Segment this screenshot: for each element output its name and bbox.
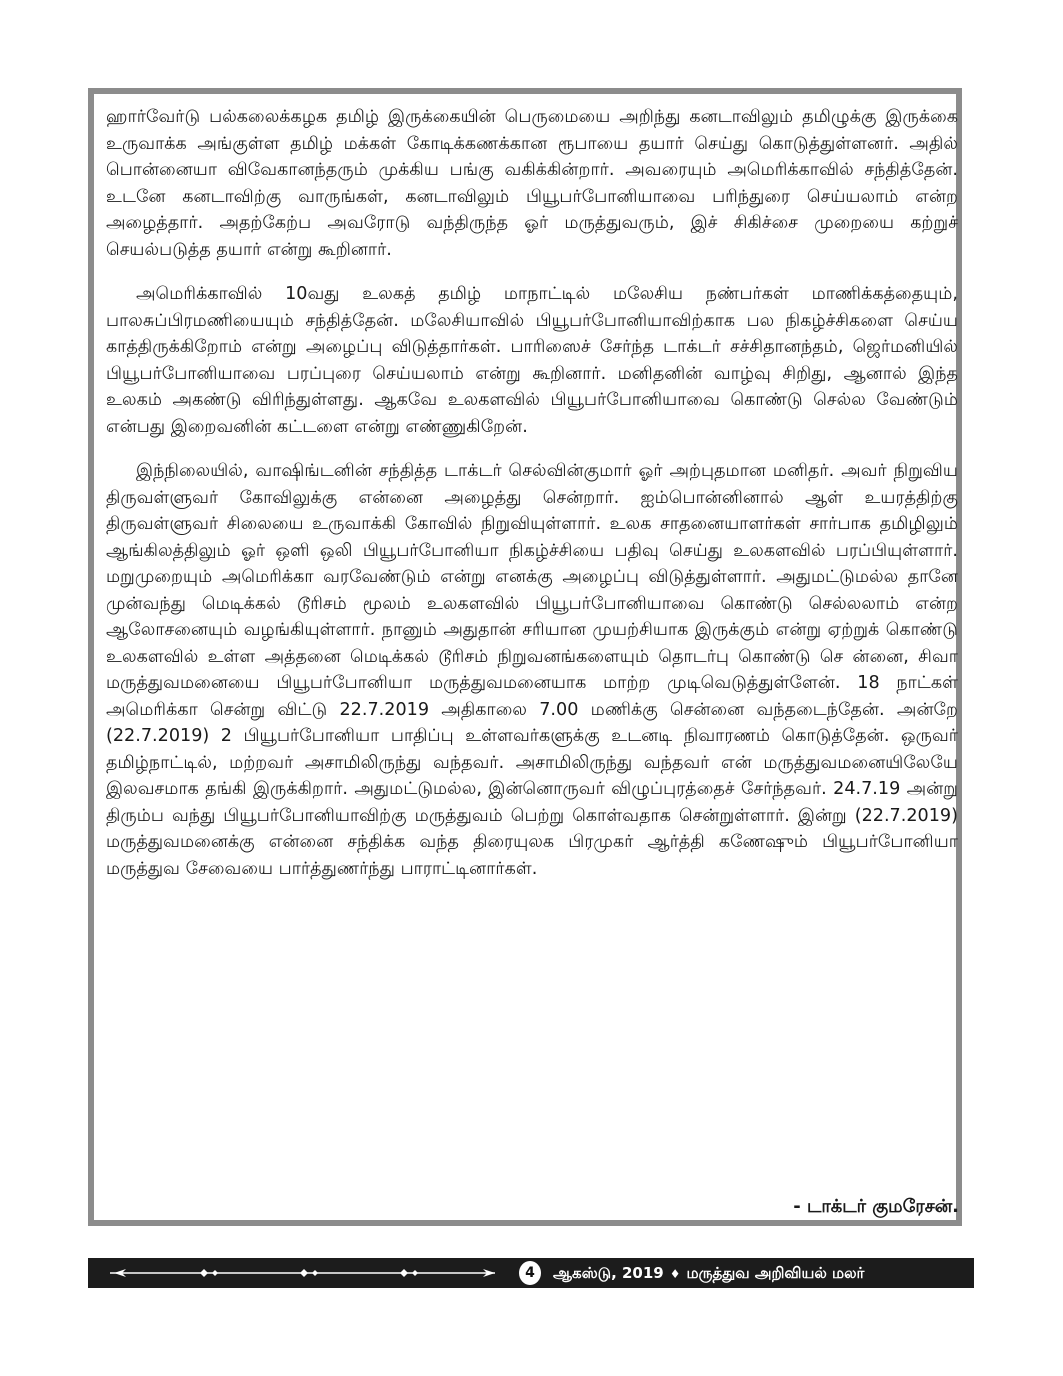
author-signature: - டாக்டர் குமரேசன். <box>793 1196 959 1217</box>
paragraph-1: ஹார்வேர்டு பல்கலைக்கழக தமிழ் இருக்கையின் பெருமையை அறிந்து கனடாவிலும் தமிழுக்கு இருக்கை உருவாக்க அங்குள்ள தமிழ் மக்கள் கோடிக்கணக்கான ரூபாயை தயார் செய்து கொடுத்துள்ளனர். அதில் பொன்னையா விவேகானந்தரும் முக்கிய பங்கு வகிக்கின்றார். அவரையும் அமெரிக்காவில் சந்தித்தேன். உடனே கனடாவிற்கு வாருங்கள், கனடாவிலும் பியூபர்போனியாவை பரிந்துரை செய்யலாம் என்ற அழைத்தார். அதற்கேற்ப அவரோடு வந்திருந்த ஓர் மருத்துவரும், இச் சிகிச்சை முறையை கற்றுச் செயல்படுத்த தயார் என்று கூறினார். <box>106 107 958 260</box>
article-body <box>106 104 958 882</box>
paragraph-3: இந்நிலையில், வாஷிங்டனின் சந்தித்த டாக்டர் செல்வின்குமார் ஓர் அற்புதமான மனிதர். அவர் நிறுவிய திருவள்ளுவர் கோவிலுக்கு என்னை அழைத்து சென்றார். ஐம்பொன்னினால் ஆள் உயரத்திற்கு திருவள்ளுவர் சிலையை உருவாக்கி கோவில் நிறுவியுள்ளார். உலக சாதனையாளர்கள் சார்பாக தமிழிலும் ஆங்கிலத்திலும் ஓர் ஒளி ஒலி பியூபர்போனியா நிகழ்ச்சியை பதிவு செய்து உலகளவில் பரப்பியுள்ளார். மறுமுறையும் அமெரிக்கா வரவேண்டும் என்று எனக்கு அழைப்பு விடுத்துள்ளார். அதுமட்டுமல்ல தானே முன்வந்து மெடிக்கல் டூரிசம் மூலம் உலகளவில் பியூபர்போனியாவை கொண்டு செல்லலாம் என்ற ஆலோசனையும் வழங்கியுள்ளார். நானும் அதுதான் சரியான முயற்சியாக இருக்கும் என்று ஏற்றுக் கொண்டு உலகளவில் உள்ள அத்தனை மெடிக்கல் டூரிசம் நிறுவனங்களையும் தொடர்பு கொண்டு செ ன்னை, சிவா மருத்துவமனையை பியூபர்போனியா மருத்துவமனையாக மாற்ற முடிவெடுத்துள்ளேன். 18 நாட்கள் அமெரிக்கா சென்று விட்டு 22.7.2019 அதிகாலை 7.00 மணிக்கு சென்னை வந்தடைந்தேன். அன்றே (22.7.2019) 2 பியூபர்போனியா பாதிப்பு உள்ளவர்களுக்கு உடனடி நிவாரணம் கொடுத்தேன். ஒருவர் தமிழ்நாட்டில், மற்றவர் அசாமிலிருந்து வந்தவர். அசாமிலிருந்து வந்தவர் என் மருத்துவமனையிலேயே இலவசமாக தங்கி இருக்கிறார். அதுமட்டுமல்ல, இன்னொருவர் விழுப்புரத்தைச் சேர்ந்தவர். 24.7.19 அன்று திரும்ப வந்து பியூபர்போனியாவிற்கு மருத்துவம் பெற்று கொள்வதாக சென்றுள்ளார். இன்று (22.7.2019) மருத்துவமனைக்கு என்னை சந்திக்க வந்த திரையுலக பிரமுகர் ஆர்த்தி கணேஷும் பியூபர்போனியா மருத்துவ சேவையை பார்த்துணர்ந்து பாராட்டினார்கள். <box>106 461 958 879</box>
diamond-separator-icon: ♦ <box>669 1267 681 1281</box>
page-number: 4 <box>519 1261 541 1285</box>
issue-date: ஆகஸ்டு, 2019 <box>553 1264 664 1282</box>
magazine-name: மருத்துவ அறிவியல் மலர் <box>686 1264 865 1282</box>
footer-caption <box>553 1260 864 1286</box>
paragraph-2: அமெரிக்காவில் 10வது உலகத் தமிழ் மாநாட்டில் மலேசிய நண்பர்கள் மாணிக்கத்தையும், பாலசுப்பிரமணியையும் சந்தித்தேன். மலேசியாவில் பியூபர்போனியாவிற்காக பல நிகழ்ச்சிகளை செய்ய காத்திருக்கிறோம் என்று அழைப்பு விடுத்தார்கள். பாரிஸைச் சேர்ந்த டாக்டர் சச்சிதானந்தம், ஜெர்மனியில் பியூபர்போனியாவை பரப்புரை செய்யலாம் என்று கூறினார். மனிதனின் வாழ்வு சிறிது, ஆனால் இந்த உலகம் அகண்டு விரிந்துள்ளது. ஆகவே உலகளவில் பியூபர்போனியாவை கொண்டு செல்ல வேண்டும் என்பது இறைவனின் கட்டளை என்று எண்ணுகிறேன். <box>106 284 958 437</box>
